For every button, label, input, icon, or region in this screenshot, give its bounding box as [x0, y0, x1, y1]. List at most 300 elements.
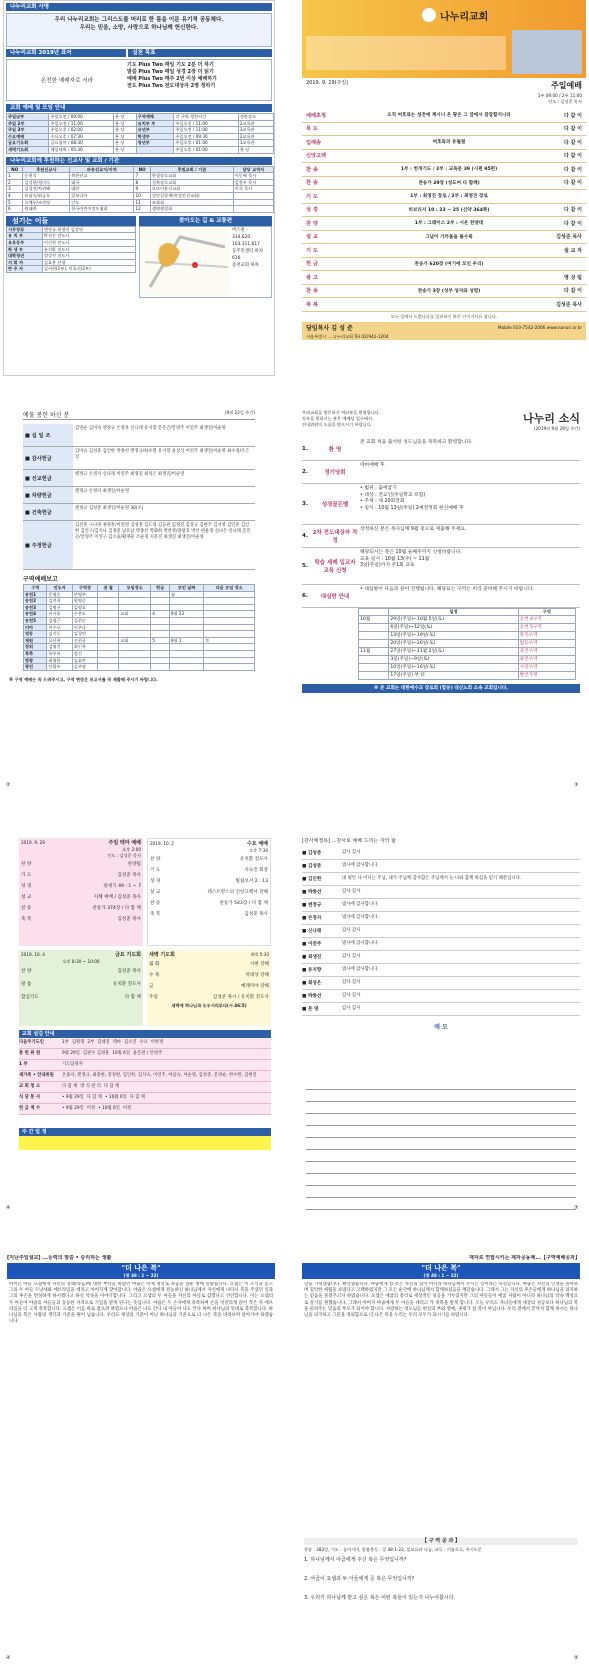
news-item-body: • 대심방이 다음과 같이 진행됩니다. 해당되는 구역은 미리 준비해 주시기 바랍니다. — [360, 587, 535, 592]
wed-time: 오후 7:30 — [249, 848, 268, 853]
order-item: 기 도 — [306, 247, 318, 254]
table-cell — [151, 604, 170, 611]
table-cell: 모뜨이홍선교회 — [150, 186, 233, 193]
thanks-name: ■ 문 영 — [302, 1007, 319, 1012]
table-cell — [204, 604, 255, 611]
table-cell — [151, 664, 170, 671]
offering-names: 김선준 구나영 권영흥/이연영 김성철 김도형 김동관 김정진 김상규 김현주 김지영 김인준 김인한 김언구/김지나 김정훈 남유남 박종선 박화하 박찬영/광광호 박선 변윤정 신나은 신나래 문문곤/안영주 이연구 김소윤/황재운 조순정 지유진 최생진 최생진/이순영 — [75, 523, 251, 540]
service-person: 다 함 께 — [124, 995, 141, 1000]
service-role: 찬 양 — [21, 862, 32, 867]
schedule-row — [7, 133, 274, 140]
cell-row — [24, 650, 255, 657]
offering-names: 엔정규 손정자 최생진/이순영 — [75, 489, 129, 494]
service-row — [149, 959, 269, 970]
table-cell: 주일 3부 — [7, 127, 49, 134]
table-cell: 원영순 — [72, 598, 97, 605]
service-row — [21, 903, 141, 914]
table-cell: 이동배 목사 — [233, 173, 273, 180]
serving-cell: 다 함 께 — [103, 1084, 120, 1090]
thanks-name: ■ 유지향 — [302, 968, 322, 973]
thanks-text: 감사 감사 — [342, 850, 361, 855]
visit-row — [359, 647, 576, 655]
service-person: 유치환 전도사 — [239, 857, 268, 862]
cell-row — [24, 591, 255, 598]
page-3-news — [296, 410, 586, 800]
table-cell: 본 당 — [113, 120, 136, 127]
table-cell: 재원 — [24, 637, 47, 644]
column-header: 헌금 — [151, 585, 170, 592]
table-cell — [119, 664, 151, 671]
worship-order-row — [302, 150, 586, 164]
weekly-schedule-box — [19, 1136, 271, 1150]
table-cell: 금요기도회 — [7, 140, 49, 147]
pastor-bar — [302, 322, 586, 334]
serving-cell: 다 함 께 — [86, 1095, 102, 1101]
order-item: 광 고 — [306, 274, 318, 281]
service-role: 찬 양 — [150, 857, 161, 862]
news-title: 나누리 소식 — [523, 412, 580, 425]
worship-order-row — [302, 163, 586, 177]
column-header: 모임장소 — [119, 585, 151, 592]
offering-names: 엔정규 손정자 신나래 이연주 최생진 최성은 최생진/이순영 — [75, 472, 185, 477]
pastor-name: 담임목사 김 성 준 — [306, 325, 353, 332]
thanks-text: 감사 감사 — [342, 993, 361, 998]
service-row — [150, 898, 268, 909]
table-cell: 청년부 — [136, 140, 174, 147]
thanks-row — [302, 951, 580, 964]
table-cell: 수찬도 — [72, 611, 97, 618]
table-cell: 김성진/차귀혜 — [23, 186, 70, 193]
table-cell — [151, 650, 170, 657]
table-cell — [119, 604, 151, 611]
table-cell — [119, 650, 151, 657]
footer-note: 모든 일에서 드렸나파를 일관하신 분은 인이거셔요 합니다. — [390, 313, 498, 319]
table-cell — [119, 624, 151, 631]
table-cell: 오산현 — [47, 637, 72, 644]
service-role: 설 교 — [21, 895, 32, 900]
table-cell — [151, 644, 170, 651]
schedule-row — [7, 146, 274, 153]
news-item-body: 테마예배 후 — [360, 463, 385, 468]
thanks-text: 내 평안 다 어디는 주님, 내가 주님께 감사함은 주님께서 늘 나와 함께 하심을 믿기 때문입니다. — [342, 876, 522, 881]
cell-row — [24, 664, 255, 671]
page-number: ⑤ — [574, 1655, 579, 1661]
serving-cell: • 10월 6일 — [104, 1095, 127, 1101]
vision-text: 우리 나누리교회는 그리스도를 머리로 한 몸을 이룬 유기적 공동체다. 우리는 믿음, 소망, 사랑으로 하나님께 헌신한다. — [6, 13, 272, 47]
table-cell: 구역예배 — [136, 114, 174, 121]
table-cell: 정한장소 — [238, 114, 273, 121]
table-cell: 5 — [151, 637, 170, 644]
service-row — [21, 978, 141, 991]
lesson-header: 재자로 연합시키는 제자공동체...【구역예배공과】 — [469, 1255, 580, 1261]
table-cell: 송천4 — [24, 611, 47, 618]
service-role: 합심기도 — [21, 995, 39, 1000]
page-4-worship — [3, 838, 275, 1218]
thanks-text: 범사에 감사합니다. — [342, 941, 379, 946]
service-row — [21, 870, 141, 881]
bus-info: 616 — [232, 255, 241, 261]
missions-header: 나누리교회에 후원하는 선교사 및 교회 / 기관 — [6, 157, 272, 165]
service-role: 주일 — [149, 995, 158, 1000]
worship-order-row — [302, 190, 586, 204]
table-cell — [136, 146, 174, 153]
motto-text: 온전한 예배자로 서라 — [40, 78, 94, 84]
table-cell: 이수구 — [47, 624, 72, 631]
table-cell: 9 — [134, 186, 150, 193]
service-row — [21, 881, 141, 892]
table-cell — [204, 591, 255, 598]
offering-names: 김영순 김미숙 엔정규 손정자 신나래 유지향 문문곤/안영주 이연주 최생진/이순영 — [75, 426, 226, 431]
offering-type: ■ 선교헌금 — [23, 470, 73, 486]
table-cell: 새벽기도회 — [7, 146, 49, 153]
table-cell: 한국어린이전도협회 — [70, 206, 134, 213]
serving-cell: 1부 — [62, 1040, 69, 1046]
offering-row — [23, 447, 255, 470]
news-item-title: 정기당회 — [324, 470, 346, 476]
table-cell: 김효흥 선생 — [42, 259, 135, 266]
order-content: 찬송가 29장 (성도여 다 함께) — [418, 180, 480, 186]
table-cell — [119, 657, 151, 664]
thanks-row — [302, 990, 580, 1003]
thanks-row — [302, 977, 580, 990]
order-person: 다 같 이 — [564, 126, 582, 133]
table-cell: 10월 — [359, 615, 389, 623]
cell-report-table — [23, 584, 255, 671]
table-cell: 오예두/조정정 — [23, 199, 70, 206]
thanks-row — [302, 899, 580, 912]
schedule-row — [7, 114, 274, 121]
table-cell — [233, 192, 273, 199]
service-row — [149, 981, 269, 992]
schedule-table — [6, 113, 274, 154]
cell-header: 구역예배보고 — [23, 576, 58, 583]
table-cell — [169, 604, 204, 611]
visit-row — [359, 663, 576, 671]
news-date: (2019년 9월 29일 주간) — [533, 426, 580, 431]
column-header: 후원선교사 — [23, 166, 70, 173]
table-cell: 영등 — [24, 631, 47, 638]
qa-question: 2. 야곱이 요셉과 두 아들에게 준 복은 무엇입니까? — [304, 1576, 415, 1582]
order-content: 1부 : 최영진 장로 / 2부 : 최영진 장로 — [410, 194, 488, 200]
news-item — [302, 461, 580, 484]
service-row — [21, 859, 141, 870]
table-cell — [98, 631, 119, 638]
thanks-name: ■ 최생진 — [302, 955, 322, 960]
serving-row — [19, 1038, 271, 1049]
order-person: 다 같 이 — [564, 112, 582, 119]
table-cell — [204, 664, 255, 671]
table-cell: 조화회 — [150, 199, 233, 206]
table-cell: 김신동 — [47, 631, 72, 638]
practice-header: 실천 목표 — [128, 49, 272, 57]
wed-title: 수요 예배 — [246, 841, 268, 847]
sun-title: 주일 테마 예배 — [108, 840, 141, 846]
table-cell: 주일오후 / 02:00 — [49, 127, 114, 134]
table-cell — [204, 611, 255, 618]
table-cell: 최인옥 — [72, 644, 97, 651]
page-number: ⑦ — [574, 1205, 579, 1211]
cell-row — [24, 624, 255, 631]
service-person: 김성준 목사 — [244, 912, 268, 917]
news-item — [302, 548, 580, 585]
table-cell: 김현순 — [72, 617, 97, 624]
sun-date: 2019. 9. 29 — [21, 840, 45, 845]
service-row — [21, 914, 141, 925]
thanks-text: 감사 감사 — [342, 980, 361, 985]
friday-prayer-panel — [19, 950, 143, 1026]
service-person: 김성준 목사 — [117, 917, 141, 922]
table-cell: 9월 22 — [169, 611, 204, 618]
offering-type: ■ 주정헌금 — [23, 521, 73, 569]
staff-row — [7, 233, 136, 240]
table-cell: 7 — [134, 173, 150, 180]
staff-row — [7, 266, 136, 273]
table-cell: 김명구 — [47, 604, 72, 611]
table-cell: 9월 1 — [169, 637, 204, 644]
column-header: 인도자 — [47, 585, 72, 592]
table-cell: 유남숙/최금호 — [23, 192, 70, 199]
serving-cell: 미정 — [122, 1106, 132, 1112]
service-row — [150, 909, 268, 920]
table-cell: 동현식 — [23, 173, 70, 180]
table-cell: 주일낮부 — [7, 114, 49, 121]
staff-row — [7, 253, 136, 260]
cell-note: ※ 구역 예배는 꼭 드려주시고, 구역 현장은 보고서를 꼭 제출해 주시기 바랍니다. — [9, 676, 158, 682]
worship-order-row — [302, 123, 586, 137]
column-header: 모인 날짜 — [169, 585, 204, 592]
table-cell: 2 — [7, 179, 23, 186]
table-cell: 원대관 — [23, 206, 70, 213]
serving-cell: 테마 — [112, 1040, 121, 1046]
table-cell: 유년부 — [136, 127, 174, 134]
table-cell — [98, 637, 119, 644]
sermon-ref: (창 48 : 1 ~ 22) — [7, 1273, 275, 1279]
bulletin-date: 2019. 9. 29(주일) — [306, 80, 349, 86]
table-cell: 본 당 — [238, 146, 273, 153]
serving-cell: 10월 6일 — [112, 1051, 131, 1057]
serving-cell: 다 함 께 — [129, 1095, 145, 1101]
cell-row — [24, 657, 255, 664]
table-cell — [169, 624, 204, 631]
page-2-offerings — [3, 410, 275, 800]
news-item-number: 4. — [302, 533, 308, 539]
serving-cell: 교 회 청 소 — [19, 1084, 41, 1090]
table-cell: 6 — [7, 206, 23, 213]
lesson-ref: (창 48 : 1 ~ 22) — [302, 1273, 580, 1279]
table-cell — [119, 631, 151, 638]
news-item-body: • 범위 : 출애굽기 • 대상 : 전교인(주일학교 포함) • 주제 : 제 20회전회 • 일시 : 10월 13일(주일) 2예전정회 현신예배 후 — [360, 486, 464, 511]
table-cell: 11 — [134, 199, 150, 206]
serving-cell: 방 석 관 리 — [80, 1084, 101, 1090]
service-row — [21, 965, 141, 978]
worship-order-row — [302, 217, 586, 231]
table-cell — [151, 657, 170, 664]
serving-row — [19, 1060, 271, 1071]
serving-cell: 김관수 김경훈 — [82, 1051, 110, 1057]
cell-row — [24, 637, 255, 644]
table-cell — [204, 624, 255, 631]
church-building-image — [512, 30, 582, 74]
worship-order-row — [302, 109, 586, 123]
table-cell: 유무미 — [47, 650, 72, 657]
order-person: 다 같 이 — [564, 153, 582, 160]
serving-cell: 식 당 봉 사 — [19, 1095, 41, 1101]
order-person: 김성준 목사 — [556, 301, 582, 308]
mission-row — [7, 173, 274, 180]
serving-cell: 헌 금 계 수 — [19, 1106, 41, 1112]
serving-row — [19, 1049, 271, 1060]
table-cell: 수요예배 — [7, 133, 49, 140]
table-cell — [119, 617, 151, 624]
table-cell: 본 당 — [113, 127, 136, 134]
thanks-name: ■ 손정자 — [302, 916, 322, 921]
order-person: 다 같 이 — [564, 207, 582, 214]
worship-order-row — [302, 177, 586, 191]
service-row — [149, 970, 269, 981]
staff-table — [6, 226, 136, 273]
service-header: 교회 섬김 안내 — [19, 1030, 271, 1038]
serving-cell: 2부 — [87, 1040, 95, 1046]
service-row — [150, 876, 268, 887]
table-cell: 대학청년 — [7, 253, 43, 260]
map-area — [139, 226, 272, 298]
table-cell: 방광 — [24, 657, 47, 664]
table-cell: 인도 — [70, 199, 134, 206]
table-cell — [169, 631, 204, 638]
column-header: 구역장 — [72, 585, 97, 592]
order-person: 김성준 목사 — [556, 234, 582, 241]
table-cell: 17일(주일) 부 터 — [389, 671, 518, 679]
thanks-name: ■ 김성준 — [302, 864, 322, 869]
schedule-header: 교회 예배 및 모임 안내 — [6, 104, 272, 112]
table-cell: 태국 — [70, 179, 134, 186]
news-item-body: 해당되시는 분은 10월 둘째주까지 신청바랍니다. 교육 일시 : 10월 13(주) ~ 11월 3일(주일)까지 주1회 교육 — [360, 550, 462, 569]
column-header — [359, 609, 389, 616]
thanks-row — [302, 912, 580, 925]
table-cell: 대만 — [70, 186, 134, 193]
table-cell: 신현균 — [72, 637, 97, 644]
thanks-text: 감사 감사 — [342, 928, 361, 933]
order-content: 찬송가 3장 (성부 성자와 성령) — [417, 288, 481, 294]
table-cell: 송천3 — [24, 604, 47, 611]
table-cell — [151, 598, 170, 605]
sun-time: 오후 2:00 — [122, 847, 141, 852]
banner-image — [306, 36, 506, 70]
thanks-text: 범사에 감사합니다. — [342, 915, 379, 920]
service-role: 성 경 — [150, 879, 161, 884]
column-header: 권 찰 — [98, 585, 119, 592]
table-cell — [151, 591, 170, 598]
table-cell: 반 주 자 — [7, 266, 43, 273]
news-item-title: 환 영 — [328, 447, 342, 453]
lesson-title: "더 나은 복" — [302, 1263, 580, 1273]
table-cell: 본 당 — [113, 133, 136, 140]
news-item-number: 6. — [302, 593, 308, 599]
table-cell: 각 구역 정한시간 — [174, 114, 239, 121]
news-item — [302, 484, 580, 525]
table-cell: 김석현/정미숙 — [23, 179, 70, 186]
thanks-name: ■ 신나래 — [302, 929, 322, 934]
order-item: 예배초청 — [306, 112, 327, 119]
service-title: 주일예배 — [551, 81, 582, 90]
table-cell: 1교육관 — [238, 140, 273, 147]
table-cell: 교회 — [119, 637, 151, 644]
table-cell: 3 — [7, 186, 23, 193]
news-item-number: 2. — [302, 469, 308, 475]
mission-row — [7, 199, 274, 206]
service-role: 축 복 — [21, 917, 32, 922]
serving-row — [19, 1104, 271, 1115]
order-content: 1부 : 헌개기도 / 2부 : 교독문 39 (시편 95편) — [400, 167, 498, 173]
service-role: 기 도 — [21, 873, 32, 878]
page-1-info — [3, 0, 275, 376]
table-cell: 11월 — [359, 647, 389, 655]
table-cell: 엔정규 최생진 김성연 — [42, 226, 135, 233]
column-header: 담당 교역자 — [233, 166, 273, 173]
table-cell: 정성진 전도사 — [42, 253, 135, 260]
news-item — [302, 525, 580, 548]
table-cell: 6일(주일)~12일(토) — [389, 623, 518, 631]
page-number: ③ — [574, 782, 579, 788]
thanks-row — [302, 964, 580, 977]
service-role: 설 교 — [150, 890, 161, 895]
order-person: 설 교 자 — [564, 247, 582, 254]
table-cell — [98, 611, 119, 618]
table-cell: 장위 — [24, 644, 47, 651]
bus-info: 송천교회 하차 — [232, 262, 259, 268]
table-cell: 이신현 전도사 — [42, 239, 135, 246]
order-person: 다 같 이 — [564, 288, 582, 295]
thanks-text: 범사에 감사합니다. — [342, 902, 379, 907]
sun-leader: 인도 : 김성준 목사 — [107, 853, 141, 858]
serving-cell: • 9월 29일 — [62, 1106, 84, 1112]
table-cell — [204, 631, 255, 638]
order-item: 찬 송 — [306, 180, 318, 187]
thanks-row — [302, 1003, 580, 1016]
page-7-lesson — [296, 1255, 586, 1665]
table-cell: 27일(주일)~11월 2일(토) — [389, 647, 518, 655]
cell-row — [24, 611, 255, 618]
church-logo-icon — [422, 8, 436, 22]
table-cell: 송천2 — [24, 598, 47, 605]
table-cell: 주일 2부 — [7, 120, 49, 127]
order-content: 히브리서 10 : 23 ~ 25 (신약 364쪽) — [408, 207, 490, 213]
serving-cell: 기도담당자 — [62, 1062, 83, 1068]
table-cell: 매일새벽 / 05:30 — [49, 146, 114, 153]
table-cell — [169, 617, 204, 624]
serving-cell: 미정 — [86, 1106, 96, 1112]
table-cell — [204, 617, 255, 624]
missions-table — [6, 166, 274, 213]
column-header: 후원교회 / 기관 — [150, 166, 233, 173]
news-intro: 우리교회를 방문하신 여러분을 환영합니다. 등록을 원하시는 분은 예배당 입구에서 안내위원의 도움을 받으시기 바랍니다. — [302, 410, 381, 427]
table-cell — [233, 206, 273, 213]
table-cell: 본 당 — [113, 114, 136, 121]
order-item: 묵 도 — [306, 126, 318, 133]
fri-title: 금요 기도회 — [115, 952, 141, 958]
table-cell: 김경민 — [72, 631, 97, 638]
serving-cell: 수요 — [139, 1040, 148, 1046]
news-item-body: 작정하신 분은 목사님께 9월 중으로 제출해 주세요. — [360, 527, 467, 532]
table-cell: 광진 — [24, 664, 47, 671]
news-item-number: 5. — [302, 563, 308, 569]
table-cell — [119, 598, 151, 605]
serving-cell: 김대진 — [97, 1040, 110, 1046]
worship-order-row — [302, 244, 586, 258]
column-header: 구역 — [518, 609, 575, 616]
column-header: 구역 — [24, 585, 47, 592]
service-role: 기 도 — [150, 868, 161, 873]
